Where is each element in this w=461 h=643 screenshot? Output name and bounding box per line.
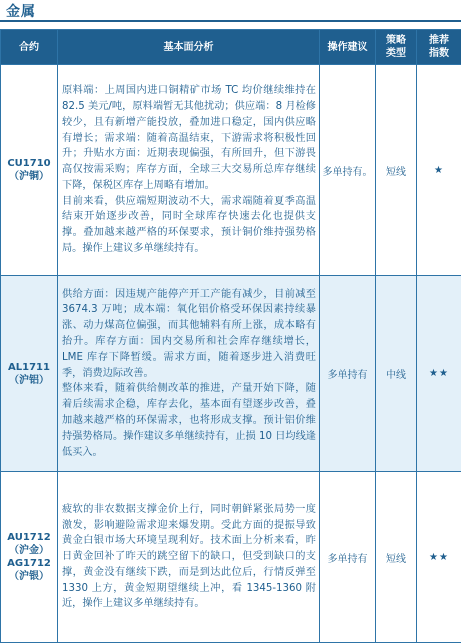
advice-cell: 多单持有 — [320, 472, 376, 643]
strategy-cell: 短线 — [376, 472, 417, 643]
analysis-paragraph: 整体来看，随着供给侧改革的推进，产量开始下降，随着后续需求企稳，库存去化，基本面有望逐步改善，叠加越来越严格的环保需求，也将形成支撑。预计铝价维持强势格局。操作建议多单继续持有，止损 10 日均线逢低买入。 — [62, 381, 316, 460]
table-row-copper — [1, 65, 461, 276]
header-advice: 操作建议 — [320, 30, 376, 65]
analysis-cell — [58, 472, 320, 643]
header-fundamentals: 基本面分析 — [58, 30, 320, 65]
contract-cell — [1, 472, 58, 643]
header-rating — [417, 30, 461, 65]
contract-code: AU1712 — [1, 531, 57, 544]
contract-code: CU1710 — [1, 157, 57, 170]
analysis-paragraph: 目前来看，供应端短期波动不大，需求端随着夏季高温结束开始逐步改善，同时全球库存快速去化也提供支撑。叠加越来越严格的环保要求，预计铜价维持强势格局。操作上建议多单继续持有。 — [62, 194, 316, 257]
contract-name: （沪金） — [1, 544, 57, 557]
table-header-row — [1, 30, 461, 65]
strategy-cell: 短线 — [376, 65, 417, 276]
strategy-cell: 中线 — [376, 276, 417, 472]
title-divider — [0, 20, 461, 22]
rating-stars: ★★ — [417, 276, 461, 472]
contract-cell — [1, 276, 58, 472]
section-title: 金属 — [6, 1, 36, 21]
contract-name: （沪铜） — [1, 170, 57, 183]
contract-code-secondary: AG1712 — [1, 557, 57, 570]
table-row-gold-silver — [1, 472, 461, 643]
contract-name-secondary: （沪银） — [1, 570, 57, 583]
header-rating-label: 推荐指数 — [428, 34, 450, 60]
analysis-cell — [58, 65, 320, 276]
contract-name: （沪铝） — [1, 374, 57, 387]
table-row-aluminum — [1, 276, 461, 472]
analysis-cell — [58, 276, 320, 472]
header-strategy — [376, 30, 417, 65]
analysis-paragraph: 原料端：上周国内进口铜精矿市场 TC 均价继续维持在 82.5 美元/吨，原料端暂无其他扰动；供应端：8 月检修较少，且有新增产能投放，叠加进口稳定，国内供应略有增长；需求端：随着高温结束，下游需求将积极性回升；升贴水方面：近期表现偏强，有所回升，但下游畏高仅按需采购；库存方面，全球三大交易所总库存继续下降，保税区库存上周略有增加。 — [62, 83, 316, 194]
analysis-paragraph: 供给方面：因违规产能停产开工产能有减少，目前减至 3674.3 万吨；成本端：氧化铝价格受环保因素持续暴涨、动力煤高位偏强，而其他辅料有所上涨，成本略有抬升。库存方面：国内交易所和社会库存继续增长，LME 库存下降暂缓。需求方面，随着逐步进入消费旺季，消费边际改善。 — [62, 287, 316, 382]
contract-cell — [1, 65, 58, 276]
rating-stars: ★★ — [417, 472, 461, 643]
contract-code: AL1711 — [1, 361, 57, 374]
header-contract: 合约 — [1, 30, 58, 65]
rating-stars: ★ — [417, 65, 461, 276]
header-strategy-label: 策略类型 — [385, 34, 407, 60]
analysis-paragraph: 疲软的非农数据支撑金价上行，同时朝鲜紧张局势一度激发，影响避险需求迎来爆发期。受此方面的提振导致黄金白银市场大环境呈现利好。技术面上分析来看，昨日黄金回补了昨天的跳空留下的缺口，但受到缺口的支撑，黄金没有继续下跌，而是到达此位后，行情反弹至 1330 上方，黄金短期望继续上冲，看 1345-1360 附近，操作上建议多单继续持有。 — [62, 502, 316, 613]
advice-cell: 多单持有。 — [320, 65, 376, 276]
futures-analysis-table — [0, 29, 461, 643]
advice-cell: 多单持有 — [320, 276, 376, 472]
